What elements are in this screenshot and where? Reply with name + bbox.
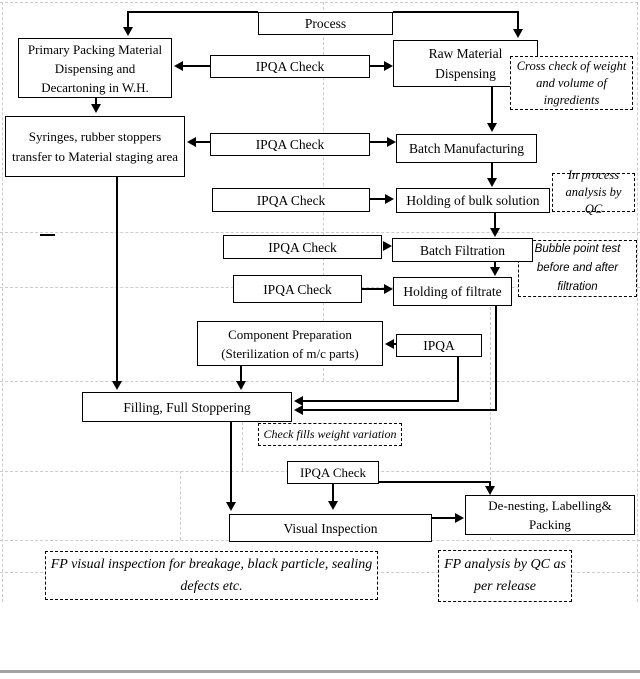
- gridline: [0, 381, 640, 382]
- connector-line: [491, 87, 493, 124]
- node-label: Batch Manufacturing: [408, 141, 525, 156]
- connector-line: [379, 481, 491, 483]
- connector-line: [517, 11, 519, 31]
- annotation-text: FP analysis by QC as per release: [444, 557, 566, 594]
- node-label: Holding of bulk solution: [406, 193, 540, 208]
- connector-line: [240, 366, 242, 382]
- arrowhead-left: [294, 396, 303, 406]
- annotation-text: Cross check of weight and volume of ingredients: [516, 58, 627, 107]
- annotation-text: In process analysis by QC: [565, 168, 622, 216]
- page-break-line: [0, 670, 640, 673]
- gridline: [2, 2, 3, 602]
- arrowhead-down: [485, 486, 495, 495]
- node-label: IPQA Check: [299, 465, 367, 480]
- gridline: [180, 471, 181, 540]
- arrowhead-down: [112, 381, 122, 390]
- annotation-cross-check: [510, 56, 633, 110]
- connector-line: [303, 409, 497, 411]
- node-label: Process: [304, 16, 347, 31]
- node-label: Raw Material Dispensing: [428, 45, 503, 81]
- node-denesting-labelling-packing: [465, 495, 635, 535]
- annotation-fp-visual-inspection: [45, 551, 378, 600]
- dash-mark: [40, 234, 55, 236]
- node-ipqa-check-2: [210, 133, 370, 156]
- connector-line: [116, 177, 118, 382]
- node-label: IPQA: [423, 338, 455, 353]
- node-label: Component Preparation (Sterilization of m/c parts): [221, 326, 359, 361]
- annotation-check-fills: [258, 423, 402, 446]
- node-ipqa: [396, 334, 482, 357]
- arrowhead-down: [236, 381, 246, 390]
- node-label: IPQA Check: [263, 281, 332, 297]
- node-holding-filtrate: [393, 277, 512, 306]
- arrowhead-left: [294, 405, 303, 415]
- arrowhead-right: [385, 194, 394, 204]
- annotation-fp-analysis: [438, 550, 572, 602]
- arrowhead-right: [384, 284, 393, 294]
- gridline: [0, 2, 638, 3]
- node-batch-manufacturing: [396, 134, 537, 163]
- connector-line: [303, 400, 459, 402]
- node-ipqa-check-1: [210, 55, 370, 78]
- arrowhead-down: [487, 123, 497, 132]
- connector-line: [457, 357, 459, 402]
- node-label: IPQA Check: [255, 137, 325, 152]
- connector-line: [128, 11, 258, 13]
- node-label: IPQA Check: [268, 239, 337, 255]
- annotation-in-process-qc: [552, 168, 635, 216]
- connector-line: [495, 306, 497, 411]
- arrowhead-right: [384, 61, 393, 71]
- annotation-text: FP visual inspection for breakage, black particle, sealing defects etc.: [50, 556, 373, 594]
- node-primary-packing: [18, 38, 172, 98]
- node-label: Filling, Full Stoppering: [123, 399, 251, 415]
- node-label: Primary Packing Material Dispensing and Decartoning in W.H.: [27, 41, 163, 95]
- node-ipqa-check-3: [212, 188, 370, 212]
- annotation-text: Bubble point test before and after filtration: [534, 243, 621, 293]
- node-ipqa-check-6: [287, 461, 379, 484]
- connector-line: [182, 65, 210, 67]
- arrowhead-right: [387, 137, 396, 147]
- arrowhead-down: [226, 502, 236, 511]
- arrowhead-down: [490, 228, 500, 237]
- node-component-preparation: [197, 321, 383, 366]
- annotation-text: Check fills weight variation: [263, 427, 397, 441]
- node-batch-filtration: [392, 238, 533, 262]
- node-label: IPQA Check: [255, 59, 325, 74]
- gridline: [637, 2, 638, 602]
- arrowhead-right: [383, 241, 392, 251]
- connector-line: [432, 517, 456, 519]
- node-ipqa-check-4: [223, 235, 382, 259]
- connector-line: [370, 141, 387, 143]
- gridline: [0, 232, 640, 233]
- node-label: De-nesting, Labelling& Packing: [488, 498, 612, 532]
- node-label: Visual Inspection: [283, 520, 378, 536]
- arrowhead-right: [455, 513, 464, 523]
- arrowhead-down: [487, 178, 497, 187]
- connector-line: [370, 198, 386, 200]
- arrowhead-down: [513, 29, 523, 38]
- node-label: Syringes, rubber stoppers transfer to Material staging area: [11, 128, 179, 164]
- node-label: IPQA Check: [256, 192, 326, 208]
- arrowhead-down: [123, 27, 133, 36]
- node-label: Holding of filtrate: [403, 284, 502, 299]
- connector-line: [370, 65, 385, 67]
- arrowhead-left: [187, 137, 196, 147]
- connector-line: [195, 141, 210, 143]
- connector-line: [362, 288, 384, 290]
- arrowhead-left: [385, 339, 394, 349]
- arrowhead-down: [91, 104, 101, 113]
- connector-line: [230, 422, 232, 503]
- arrowhead-down: [490, 267, 500, 276]
- node-process: [258, 12, 393, 35]
- node-label: Batch Filtration: [419, 242, 506, 258]
- arrowhead-left: [174, 61, 183, 71]
- arrowhead-down: [328, 501, 338, 510]
- connector-line: [332, 484, 334, 502]
- node-ipqa-check-5: [233, 275, 362, 303]
- node-holding-bulk-solution: [396, 188, 550, 213]
- node-filling-full-stoppering: [82, 392, 292, 422]
- annotation-bubble-point: [518, 240, 637, 297]
- connector-line: [393, 11, 518, 13]
- node-syringes-transfer: [5, 116, 185, 177]
- node-visual-inspection: [229, 514, 432, 542]
